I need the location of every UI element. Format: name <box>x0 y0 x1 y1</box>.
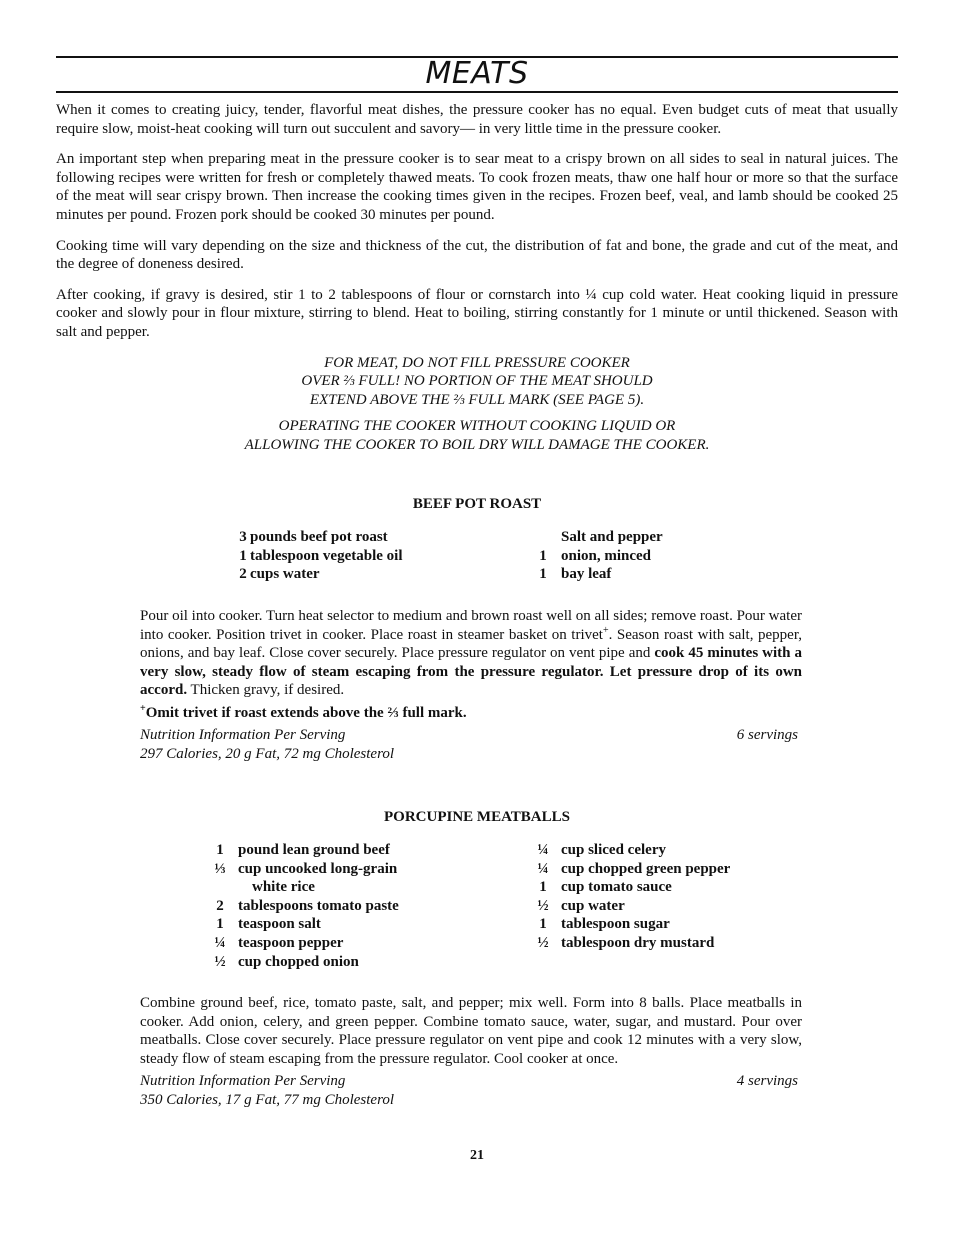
ingredient-qty: 1 <box>539 566 547 583</box>
warning-line: ALLOWING THE COOKER TO BOIL DRY WILL DAMAGE THE COOKER. <box>244 436 710 453</box>
footnote-mark: + <box>140 703 146 714</box>
ingredient-qty: 1 <box>216 916 224 933</box>
ingredient-name: bay leaf <box>561 566 612 583</box>
ingredient-qty <box>534 528 561 547</box>
ingredient-name: tablespoon dry mustard <box>561 934 715 951</box>
ingredient-name: Salt and pepper <box>561 529 663 545</box>
ingredient-name: teaspoon salt <box>238 916 321 933</box>
ingredient-row <box>534 841 730 860</box>
ingredient-qty: 1 <box>239 547 247 564</box>
intro-paragraph: An important step when preparing meat in the pressure cooker is to sear meat to a crispy brown on all sides to seal in natural juices. The following recipes were written for fresh or completely thawed meats. To cook frozen meats, thaw one half hour or more so that the surface of the meat will sear crispy brown. Then increase the cooking times given in the recipes. Frozen beef, veal, and lamb should be cooked 25 minutes per pound. Frozen pork should be cooked 30 minutes per pound. <box>56 151 898 223</box>
ingredient-row <box>210 897 399 916</box>
footnote-mark: + <box>602 624 609 636</box>
ingredient-name: teaspoon pepper <box>238 934 344 951</box>
nutrition-info <box>140 1072 798 1109</box>
ingredient-row <box>534 860 730 879</box>
ingredient-list-right <box>534 841 730 953</box>
page-title: MEATS <box>425 56 529 91</box>
fill-warning <box>56 354 898 410</box>
ingredient-qty: ⅓ <box>214 860 226 877</box>
ingredient-row <box>534 547 663 566</box>
ingredient-list-left <box>236 528 403 584</box>
ingredient-name: cup tomato sauce <box>561 879 672 896</box>
ingredient-row <box>534 565 663 584</box>
ingredient-row <box>534 878 730 897</box>
ingredient-qty: 1 <box>539 547 547 564</box>
ingredient-row <box>236 528 403 547</box>
ingredient-qty: ¼ <box>537 860 549 877</box>
ingredient-name: pound lean ground beef <box>238 842 390 858</box>
warning-line: EXTEND ABOVE THE ⅔ FULL MARK (SEE PAGE 5). <box>309 391 645 408</box>
nutrition-label: Nutrition Information Per Serving <box>140 727 346 743</box>
warning-line: OPERATING THE COOKER WITHOUT COOKING LIQUID OR <box>278 418 676 435</box>
ingredient-row <box>210 953 399 972</box>
ingredient-qty: ¼ <box>537 842 549 858</box>
ingredient-qty: 1 <box>539 916 547 933</box>
ingredient-qty: 2 <box>216 897 224 914</box>
ingredient-qty: ¼ <box>214 934 226 951</box>
ingredient-name: tablespoons tomato paste <box>238 897 399 914</box>
method-text: . Season roast with salt, pepper, onions, and bay leaf. Close cover securely. Place pressure regulator on vent pipe and <box>140 626 802 662</box>
ingredient-row <box>534 934 730 953</box>
ingredient-name: tablespoon vegetable oil <box>250 547 403 564</box>
ingredient-name: white rice <box>252 879 315 896</box>
ingredient-row <box>210 915 399 934</box>
boil-dry-warning <box>56 417 898 454</box>
ingredient-name: cup chopped green pepper <box>561 860 731 877</box>
title-rule-bottom <box>56 91 898 93</box>
servings: 4 servings <box>736 1073 798 1089</box>
nutrition-info <box>140 726 798 763</box>
ingredient-qty: ½ <box>214 953 226 970</box>
ingredient-name: cup chopped onion <box>238 953 359 970</box>
ingredient-row <box>534 528 663 547</box>
intro-paragraph: Cooking time will vary depending on the size and thickness of the cut, the distribution of fat and bone, the grade and cut of the meat, and the degree of doneness desired. <box>56 237 898 273</box>
ingredient-row <box>210 841 399 860</box>
method-text: Thicken gravy, if desired. <box>187 682 345 699</box>
ingredient-qty: 3 <box>239 529 247 545</box>
recipe-title: PORCUPINE MEATBALLS <box>384 809 570 825</box>
ingredient-name: tablespoon sugar <box>561 916 670 933</box>
ingredient-row <box>534 915 730 934</box>
servings: 6 servings <box>736 727 798 743</box>
ingredient-row <box>210 878 399 897</box>
ingredient-qty: 1 <box>539 879 547 896</box>
method-text: Pour oil into cooker. Turn heat selector to medium and brown roast well on all sides; remove roast. Pour water into cooker. Position trivet in cooker. Place roast in steamer basket on trivet <box>140 608 802 643</box>
ingredient-qty: ½ <box>537 897 549 914</box>
ingredient-name: cups water <box>250 566 320 583</box>
ingredient-qty <box>210 878 230 897</box>
footnote-text: Omit trivet if roast extends above the ⅔ full mark. <box>145 705 467 721</box>
nutrition-values: 350 Calories, 17 g Fat, 77 mg Cholesterol <box>140 1091 395 1108</box>
page-number: 21 <box>470 1148 484 1163</box>
ingredient-qty: 1 <box>216 842 224 858</box>
ingredient-name: cup sliced celery <box>561 842 666 858</box>
ingredient-row <box>534 897 730 916</box>
ingredient-row <box>210 860 399 879</box>
intro-section <box>56 101 898 455</box>
intro-paragraph: After cooking, if gravy is desired, stir 1 to 2 tablespoons of flour or cornstarch into ¼ cup cold water. Heat cooking liquid in pressure cooker and slowly pour in flour mixture, stirring to blend. Heat to boiling, stirring constantly for 1 minute or until thickened. Season with salt and pepper. <box>56 286 898 340</box>
recipe-method <box>140 607 802 700</box>
ingredient-name: onion, minced <box>561 547 652 564</box>
nutrition-values: 297 Calories, 20 g Fat, 72 mg Cholesterol <box>140 745 395 762</box>
ingredient-row <box>236 547 403 566</box>
method-emphasis: cook 45 minutes with a very slow, steady flow of steam escaping from the pressure regulator. Let pressure drop of its own accord. <box>140 645 802 699</box>
ingredient-row <box>236 565 403 584</box>
ingredient-name: cup uncooked long-grain <box>238 860 398 877</box>
ingredient-qty: ½ <box>537 934 549 951</box>
warning-line: OVER ⅔ FULL! NO PORTION OF THE MEAT SHOULD <box>301 373 653 390</box>
intro-paragraph: When it comes to creating juicy, tender, flavorful meat dishes, the pressure cooker has no equal. Even budget cuts of meat that usually require slow, moist-heat cooking will turn out succulent and savory— in very little time in the pressure cooker. <box>56 102 898 137</box>
ingredient-name: pounds beef pot roast <box>250 529 388 545</box>
recipe-title: BEEF POT ROAST <box>412 496 542 512</box>
ingredient-name: cup water <box>561 897 625 914</box>
warning-line: FOR MEAT, DO NOT FILL PRESSURE COOKER <box>324 354 630 371</box>
recipe-footnote <box>140 704 467 723</box>
ingredient-list-left <box>210 841 399 971</box>
recipe-method: Combine ground beef, rice, tomato paste, salt, and pepper; mix well. Form into 8 balls. Place meatballs in cooker. Add onion, celery, and green pepper. Combine tomato sauce, water, sugar, and mustard. Pour over meatballs. Close cover securely. Place pressure regulator on vent pipe and cook 12 minutes with a very slow, steady flow of steam escaping from the pressure regulator. Cool cooker at once. <box>140 995 802 1067</box>
ingredient-row <box>210 934 399 953</box>
ingredient-qty: 2 <box>239 566 247 583</box>
nutrition-label: Nutrition Information Per Serving <box>140 1073 346 1089</box>
ingredient-list-right <box>534 528 663 584</box>
